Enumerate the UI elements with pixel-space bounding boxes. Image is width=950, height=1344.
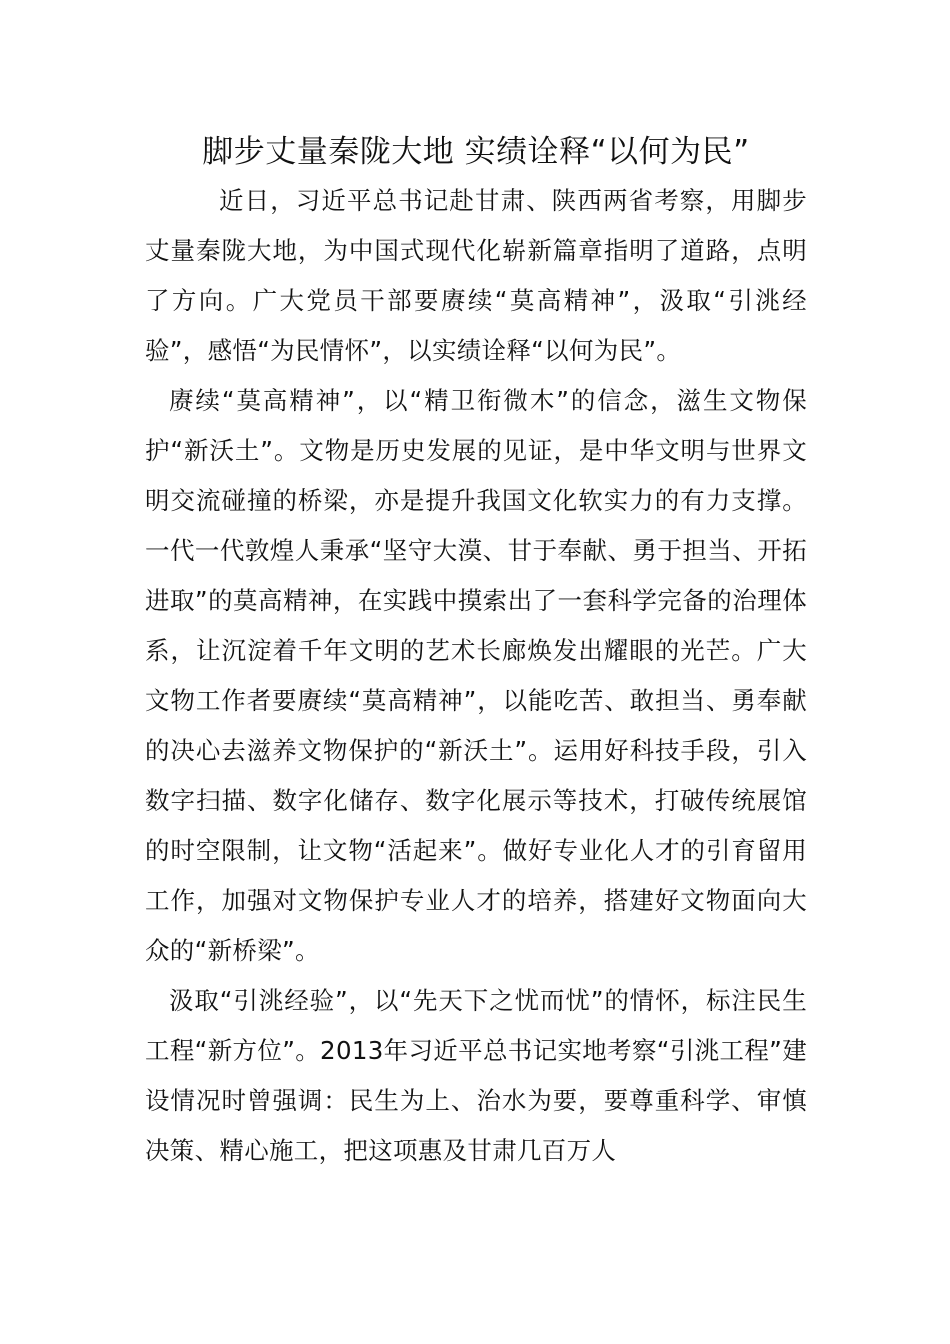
paragraph-yintao-experience: 汲取“引洮经验”，以“先天下之忧而忧”的情怀，标注民生工程“新方位”。2013年习近平总书记实地考察“引洮工程”建设情况时曾强调：民生为上、治水为要，要尊重科学、审慎决策、精心施工，把这项惠及甘肃几百万人 bbox=[145, 986, 807, 1165]
paragraph-mogao-spirit: 赓续“莫高精神”，以“精卫衔微木”的信念，滋生文物保护“新沃土”。文物是历史发展的见证，是中华文明与世界文明交流碰撞的桥梁，亦是提升我国文化软实力的有力支撑。一代一代敦煌人秉承“坚守大漠、甘于奉献、勇于担当、开拓进取”的莫高精神，在实践中摸索出了一套科学完备的治理体系，让沉淀着千年文明的艺术长廊焕发出耀眼的光芒。广大文物工作者要赓续“莫高精神”，以能吃苦、敢担当、勇奉献的决心去滋养文物保护的“新沃土”。运用好科技手段，引入数字扫描、数字化储存、数字化展示等技术，打破传统展馆的时空限制，让文物“活起来”。做好专业化人才的引育留用工作，加强对文物保护专业人才的培养，搭建好文物面向大众的“新桥梁”。 bbox=[145, 386, 807, 965]
paragraph-intro: 近日，习近平总书记赴甘肃、陕西两省考察，用脚步丈量秦陇大地，为中国式现代化崭新篇章指明了道路，点明了方向。广大党员干部要赓续“莫高精神”，汲取“引洮经验”，感悟“为民情怀”，以实绩诠释“以何为民”。 bbox=[145, 186, 807, 365]
document-body bbox=[145, 176, 807, 1176]
document-title: 脚步丈量秦陇大地 实绩诠释“以何为民” bbox=[202, 134, 750, 170]
